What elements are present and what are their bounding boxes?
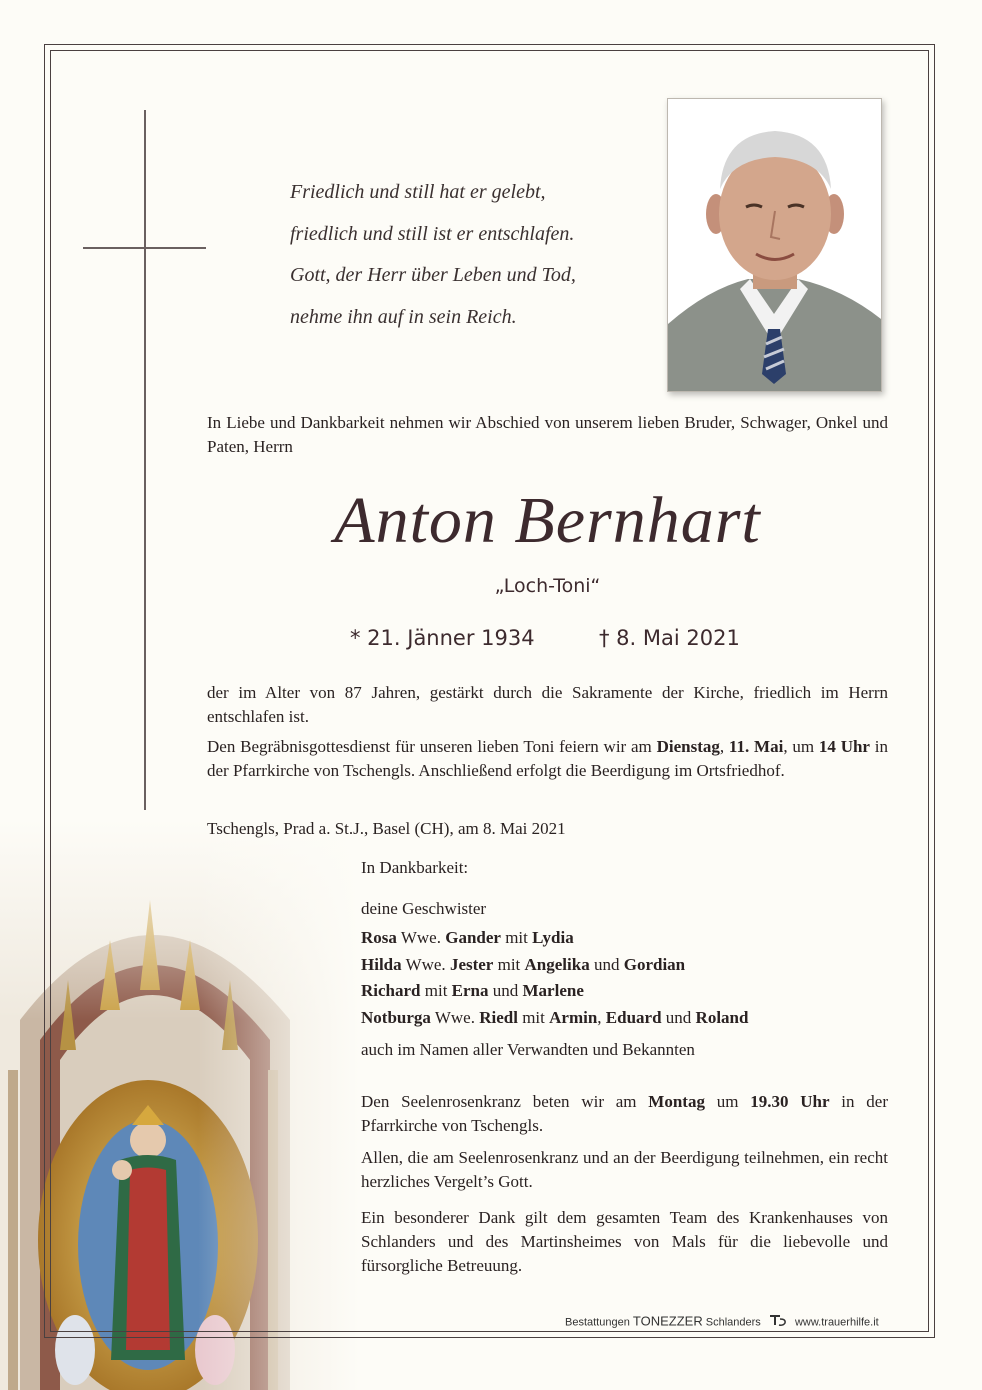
sibling-name: Riedl	[479, 1007, 518, 1027]
footer-firm: TONEZZER	[632, 1313, 703, 1329]
footer-town: Schlanders	[702, 1316, 761, 1329]
deceased-name: Anton Bernhart	[334, 484, 761, 557]
text-run: Wwe.	[396, 928, 446, 947]
intro-text: In Liebe und Dankbarkeit nehmen wir Abschied von unserem lieben Bruder, Schwager, Onkel und Paten, Herrn	[207, 413, 888, 456]
birth-date: * 21. Jänner 1934	[350, 626, 535, 650]
cross-horizontal	[83, 247, 206, 249]
text-run: Den Seelenrosenkranz beten wir am	[361, 1092, 649, 1111]
funeral-day: Dienstag	[656, 737, 720, 756]
rosary-paragraph	[361, 1090, 888, 1138]
nickname: „Loch-Toni“	[494, 575, 601, 597]
funeral-date: 11. Mai	[728, 737, 784, 756]
text-run: mit	[420, 981, 452, 1000]
text-run: , um	[783, 737, 819, 756]
cross-vertical	[144, 110, 146, 810]
siblings-heading: deine Geschwister	[361, 899, 487, 918]
text-run: ,	[719, 737, 729, 756]
hospital-thanks-paragraph: Ein besonderer Dank gilt dem gesamten Team des Krankenhauses von Schlanders und des Martinsheimes von Mals für die liebevolle und fürsorgliche Betreuung.	[361, 1208, 888, 1275]
text-run: mit	[500, 928, 533, 947]
text-run: in der Pfarrkirche von Tschengls.	[361, 1092, 888, 1135]
text-run: und	[589, 954, 624, 974]
thanks-heading: In Dankbarkeit:	[361, 858, 469, 877]
sibling-name: Roland	[695, 1007, 749, 1027]
sibling-name: Gander	[445, 928, 501, 947]
text-run: ,	[597, 1007, 606, 1027]
text-run: Den Begräbnisgottesdienst für unseren lieben Toni feiern wir am	[207, 737, 657, 756]
sibling-name: Angelika	[524, 954, 590, 974]
sibling-name: Eduard	[605, 1007, 662, 1027]
footer-website: www.trauerhilfe.it	[794, 1316, 879, 1329]
footer-prefix: Bestattungen	[565, 1316, 633, 1329]
sibling-name: Notburga	[361, 1007, 431, 1027]
sibling-entry	[361, 953, 888, 980]
sibling-name: Gordian	[623, 954, 686, 974]
sibling-name: Rosa	[361, 928, 397, 947]
text-run: in der Pfarrkirche von Tschengls. Anschließend erfolgt die Beerdigung im Ortsfriedhof.	[207, 737, 888, 780]
siblings-list	[361, 926, 888, 1032]
age-paragraph: der im Alter von 87 Jahren, gestärkt durch die Sakramente der Kirche, friedlich im Herrn entschlafen ist.	[207, 683, 888, 726]
memorial-verse	[290, 172, 650, 338]
rosary-day: Montag	[648, 1092, 705, 1111]
text-run: und	[661, 1007, 696, 1027]
sibling-name: Armin	[549, 1007, 598, 1027]
text-run: Wwe.	[430, 1007, 480, 1027]
verse-line: Friedlich und still hat er gelebt,	[290, 181, 546, 203]
sibling-name: Jester	[449, 954, 494, 974]
relatives-line: auch im Namen aller Verwandten und Bekannten	[361, 1040, 695, 1059]
verse-line: nehme ihn auf in sein Reich.	[290, 305, 517, 328]
sibling-entry	[361, 1006, 888, 1033]
portrait-photo	[667, 98, 882, 392]
sibling-entry	[361, 926, 888, 953]
sibling-name: Richard	[361, 981, 421, 1000]
text-run: mit	[493, 954, 525, 974]
sibling-name: Marlene	[522, 981, 584, 1000]
verse-line: friedlich und still ist er entschlafen.	[290, 222, 575, 245]
footer	[565, 1313, 885, 1332]
funeral-time: 14 Uhr	[818, 737, 870, 756]
text-run: Wwe.	[401, 954, 450, 974]
thanks-paragraph: Allen, die am Seelenrosenkranz und an der Beerdigung teilnehmen, ein recht herzliches Vergelt’s Gott.	[361, 1148, 888, 1191]
rosary-time: 19.30 Uhr	[750, 1092, 830, 1111]
text-run: um	[704, 1092, 751, 1111]
verse-line: Gott, der Herr über Leben und Tod,	[290, 264, 576, 286]
sibling-entry	[361, 979, 888, 1006]
funeral-paragraph	[207, 735, 888, 783]
life-dates	[207, 626, 888, 656]
place-and-date: Tschengls, Prad a. St.J., Basel (CH), am 8. Mai 2021	[207, 819, 566, 838]
sibling-name: Erna	[451, 981, 489, 1000]
text-run: mit	[517, 1007, 550, 1027]
text-run: und	[488, 981, 523, 1000]
death-date: † 8. Mai 2021	[599, 626, 740, 650]
trauerhilfe-logo-icon	[768, 1313, 788, 1330]
sibling-name: Hilda	[361, 954, 402, 974]
sibling-name: Lydia	[532, 928, 574, 947]
